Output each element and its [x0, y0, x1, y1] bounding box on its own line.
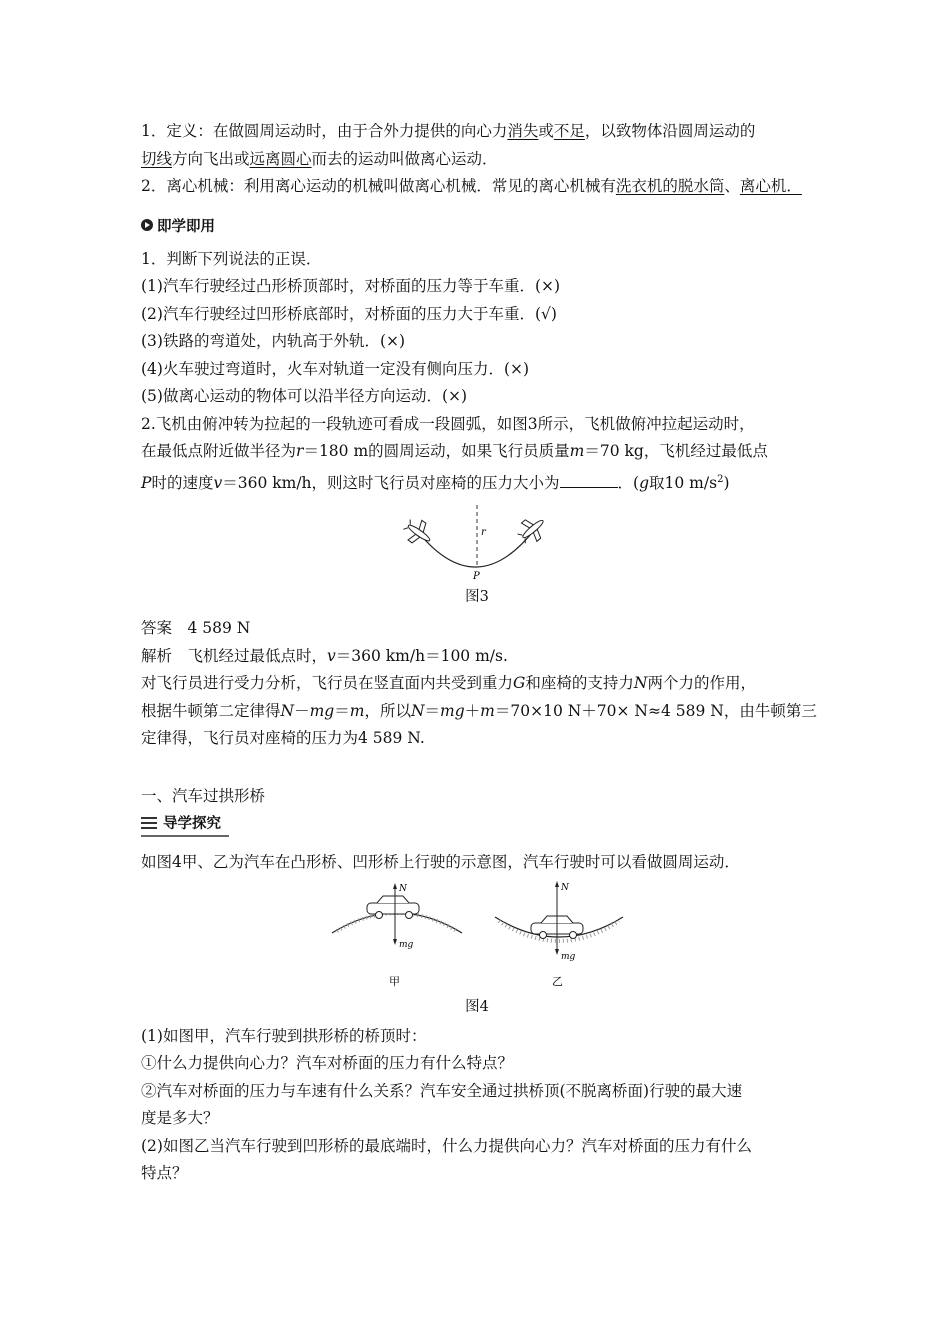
play-circle-icon: [141, 219, 153, 231]
underlined-term: 洗衣机的脱水筒: [615, 177, 725, 195]
figure-4-caption: 图4: [465, 998, 489, 1015]
bridge-intro: 如图4甲、乙为汽车在凸形桥、凹形桥上行驶的示意图，汽车行驶时可以看做圆周运动．: [141, 853, 740, 872]
point-label: P: [473, 571, 480, 582]
question-2-line-2: 在最低点附近做半径为r＝180 m的圆周运动，如果飞行员质量m＝70 kg，飞机经过最低点: [141, 442, 768, 460]
question-2-line-1: 2.飞机由俯冲转为拉起的一段轨迹可看成一段圆弧，如图3所示，飞机做俯冲拉起运动时，: [141, 414, 755, 433]
judgement-item: (5)做离心运动的物体可以沿半径方向运动．(×): [141, 387, 468, 405]
answer-line: 答案 4 589 N: [141, 619, 251, 638]
bridge-question-2-line-2: 特点？: [141, 1164, 188, 1183]
convex-bridge: [332, 883, 462, 988]
guided-inquiry-heading: 导学探究: [141, 812, 229, 837]
figure-3: [141, 503, 813, 585]
concave-bridge: [495, 881, 623, 988]
figure-4: [141, 881, 813, 995]
svg-text:mg: mg: [399, 939, 414, 950]
question-1-title: 1．判断下列说法的正误．: [141, 249, 322, 268]
bridge-question-1b-line-1: ②汽车对桥面的压力与车速有什么关系？汽车安全通过拱桥顶(不脱离桥面)行驶的最大速: [141, 1081, 743, 1100]
underlined-term: 切线: [141, 149, 173, 168]
section-title: 一、汽车过拱形桥: [141, 786, 266, 805]
question-2-line-3: P时的速度v＝360 km/h，则这时飞行员对座椅的压力大小为 ．(g取10 $m/s^2$): [141, 473, 730, 492]
figure-label-b: 乙: [552, 974, 563, 988]
svg-text:N: N: [399, 883, 407, 894]
judgement-item: (4)火车驶过弯道时，火车对轨道一定没有侧向压力．(×): [141, 359, 530, 378]
bridge-diagram: [327, 881, 627, 991]
judgement-item: (1)汽车行驶经过凸形桥顶部时，对桥面的压力等于车重．(×): [141, 277, 561, 295]
quick-use-heading: 即学即用: [141, 215, 813, 236]
plane-arc-diagram: [397, 503, 557, 581]
analysis-line-1: 解析 飞机经过最低点时，v＝360 km/h＝100 m/s.: [141, 646, 508, 665]
document-page: [141, 118, 817, 1188]
definition-line-2: 切线方向飞出或远离圆心而去的运动叫做离心运动．: [141, 149, 498, 168]
underlined-term: 离心机．: [739, 177, 802, 195]
underlined-term: 消失: [507, 122, 539, 140]
judgement-item: (2)汽车行驶经过凹形桥底部时，对桥面的压力大于车重．(√): [141, 304, 557, 323]
bridge-question-1b-line-2: 度是多大？: [141, 1109, 219, 1128]
airplane-right-icon: [514, 512, 551, 548]
definition-line-3: 2．离心机械：利用离心运动的机械叫做离心机械．常见的离心机械有洗衣机的脱水筒、离心机．: [141, 177, 802, 195]
answer-blank: [560, 473, 618, 488]
list-icon: [141, 817, 157, 829]
analysis-line-3: 根据牛顿第二定律得N－mg＝m，所以N＝mg＋m＝70×10 N＋70× N≈4 589 N，由牛顿第三: [141, 701, 817, 720]
definition-line-1: 1．定义：在做圆周运动时，由于合外力提供的向心力消失或不足，以致物体沿圆周运动的: [141, 122, 756, 140]
judgement-item: (3)铁路的弯道处，内轨高于外轨．(×): [141, 332, 406, 350]
analysis-line-2: 对飞行员进行受力分析，飞行员在竖直面内共受到重力G和座椅的支持力N两个力的作用，: [141, 674, 756, 693]
svg-text:mg: mg: [561, 951, 576, 962]
underlined-term: 远离圆心: [249, 149, 312, 168]
svg-text:N: N: [561, 882, 569, 893]
figure-label-a: 甲: [389, 974, 400, 988]
bridge-question-2-line-1: (2)如图乙当汽车行驶到凹形桥的最底端时，什么力提供向心力？汽车对桥面的压力有什么: [141, 1136, 752, 1155]
underlined-term: 不足: [553, 122, 585, 140]
airplane-left-icon: [400, 515, 437, 551]
radius-label: r: [481, 527, 486, 539]
figure-3-caption: 图3: [465, 589, 489, 606]
bridge-question-1: (1)如图甲，汽车行驶到拱形桥的桥顶时：: [141, 1026, 427, 1045]
analysis-line-4: 定律得，飞行员对座椅的压力为4 589 N.: [141, 729, 425, 748]
bridge-question-1a: ①什么力提供向心力？汽车对桥面的压力有什么特点？: [141, 1054, 514, 1073]
